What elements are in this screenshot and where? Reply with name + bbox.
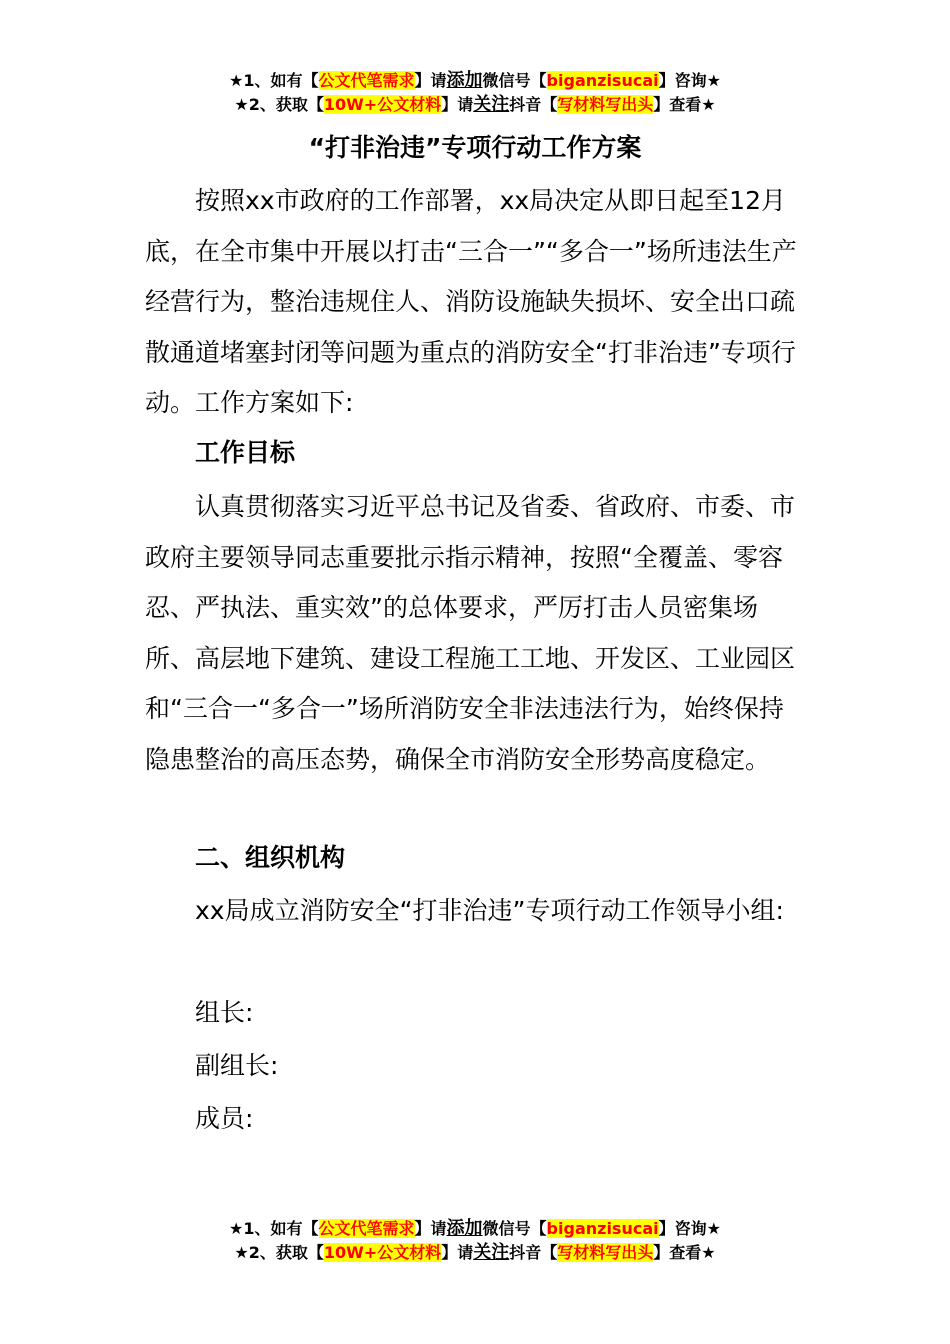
promo-text: ★2、获取【 bbox=[234, 95, 324, 114]
leader-line bbox=[145, 988, 805, 1039]
deputy-leader-label: 副组长: bbox=[195, 1051, 279, 1080]
intro-text: 按照xx市政府的工作部署，xx局决定从即日起至12月底，在全市集中开展以打击“三合一”“多合一”场所违法生产经营行为，整治违规住人、消防设施缺失损坏、安全出口疏散通道堵塞封闭等问题为重点的消防安全“打非治违”专项行动。工作方案如下: bbox=[145, 186, 797, 417]
promo-line-2 bbox=[0, 93, 950, 117]
promo-underlined: 关注 bbox=[473, 94, 510, 115]
promo-highlight: biganzisucai bbox=[546, 1219, 659, 1238]
promo-text: 】请 bbox=[414, 71, 447, 90]
promo-line-2 bbox=[0, 1241, 950, 1265]
goals-text: 认真贯彻落实习近平总书记及省委、省政府、市委、市政府主要领导同志重要批示指示精神，按照“全覆盖、零容忍、严执法、重实效”的总体要求，严厉打击人员密集场所、高层地下建筑、建设工程施工工地、开发区、工业园区和“三合一“多合一”场所消防安全非法违法行为，始终保持隐患整治的高压态势，确保全市消防安全形势高度稳定。 bbox=[145, 492, 796, 774]
promo-highlight: 写材料写出头 bbox=[557, 1243, 654, 1262]
organization-text: xx局成立消防安全“打非治违”专项行动工作领导小组: bbox=[195, 896, 784, 925]
promo-text: 】请 bbox=[441, 1243, 474, 1262]
members-line bbox=[145, 1094, 805, 1145]
promo-text: 抖音【 bbox=[509, 95, 558, 114]
promo-highlight: 公文代笔需求 bbox=[318, 71, 415, 90]
promo-text: 】咨询★ bbox=[658, 71, 721, 90]
promo-highlight: 公文代笔需求 bbox=[318, 1219, 415, 1238]
promo-underlined: 添加 bbox=[446, 1218, 483, 1239]
promo-line-1 bbox=[0, 1217, 950, 1241]
promo-text: 】查看★ bbox=[653, 95, 716, 114]
promo-line-1 bbox=[0, 69, 950, 93]
organization-paragraph bbox=[145, 886, 805, 937]
promo-highlight: 10W+公文材料 bbox=[323, 1243, 442, 1262]
promo-text: 微信号【 bbox=[482, 1219, 547, 1238]
document-title: “打非治违”专项行动工作方案 bbox=[308, 133, 642, 162]
promo-banner-top bbox=[0, 69, 950, 117]
promo-text: 】请 bbox=[441, 95, 474, 114]
promo-highlight: 写材料写出头 bbox=[557, 95, 654, 114]
promo-text: 】咨询★ bbox=[658, 1219, 721, 1238]
promo-text: 】请 bbox=[414, 1219, 447, 1238]
heading-text: 二、组织机构 bbox=[195, 843, 346, 872]
promo-highlight: biganzisucai bbox=[546, 71, 659, 90]
section-heading-organization bbox=[145, 833, 805, 884]
promo-highlight: 10W+公文材料 bbox=[323, 95, 442, 114]
heading-text: 工作目标 bbox=[195, 438, 296, 467]
deputy-leader-line bbox=[145, 1041, 805, 1092]
goals-paragraph bbox=[145, 482, 805, 785]
intro-paragraph bbox=[145, 176, 805, 429]
promo-text: 】查看★ bbox=[653, 1243, 716, 1262]
promo-text: ★2、获取【 bbox=[234, 1243, 324, 1262]
promo-text: 微信号【 bbox=[482, 71, 547, 90]
members-label: 成员: bbox=[195, 1104, 254, 1133]
promo-text: 抖音【 bbox=[509, 1243, 558, 1262]
promo-banner-bottom bbox=[0, 1217, 950, 1265]
promo-text: ★1、如有【 bbox=[229, 1219, 319, 1238]
promo-underlined: 添加 bbox=[446, 70, 483, 91]
promo-underlined: 关注 bbox=[473, 1242, 510, 1263]
leader-label: 组长: bbox=[195, 998, 254, 1027]
section-heading-goals bbox=[145, 428, 805, 479]
promo-text: ★1、如有【 bbox=[229, 71, 319, 90]
